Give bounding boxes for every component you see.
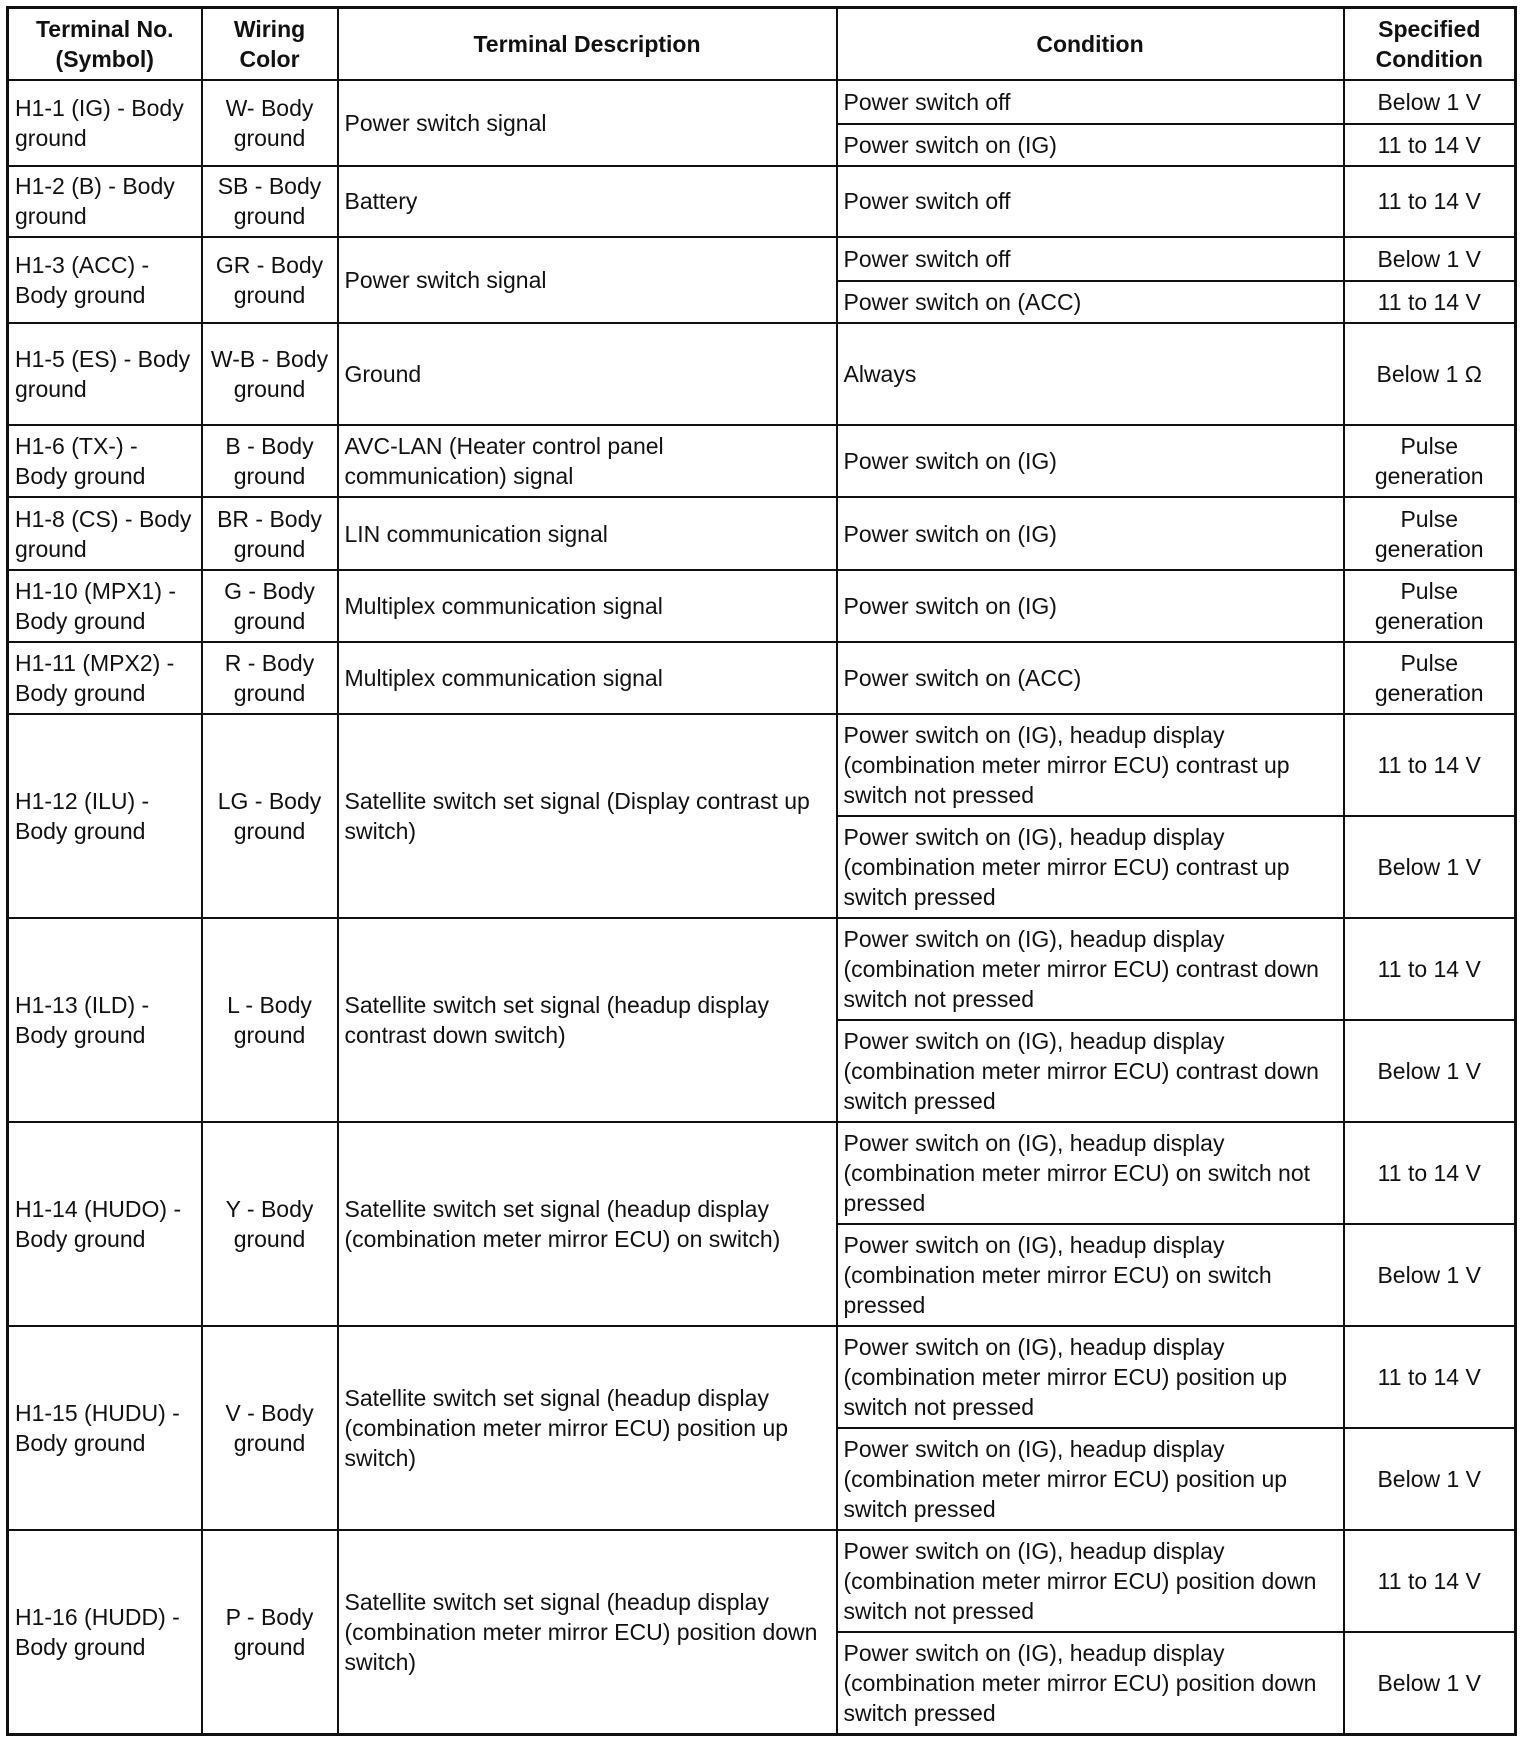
- header-condition: Condition: [837, 8, 1344, 80]
- specified-condition-cell: Below 1 V: [1344, 1632, 1516, 1735]
- table-row: [8, 425, 1516, 497]
- terminal-cell: H1-16 (HUDD) - Body ground: [8, 1530, 202, 1735]
- table-body: [8, 80, 1516, 1735]
- specified-condition-cell: Pulse generation: [1344, 497, 1516, 569]
- table-row: [8, 714, 1516, 816]
- description-cell: Multiplex communication signal: [338, 642, 837, 714]
- specified-condition-cell: Below 1 V: [1344, 80, 1516, 124]
- wiring-color-cell: LG - Body ground: [202, 714, 338, 918]
- wiring-color-cell: Y - Body ground: [202, 1122, 338, 1326]
- wiring-color-cell: V - Body ground: [202, 1326, 338, 1530]
- description-cell: Satellite switch set signal (headup display (combination meter mirror ECU) on switch): [338, 1122, 837, 1326]
- condition-cell: Power switch on (IG), headup display (combination meter mirror ECU) position down switch not pressed: [837, 1530, 1344, 1632]
- specified-condition-cell: Below 1 V: [1344, 1020, 1516, 1122]
- header-specified-condition: Specified Condition: [1344, 8, 1516, 80]
- table-row: [8, 166, 1516, 237]
- table-row: [8, 1530, 1516, 1632]
- condition-cell: Power switch on (IG): [837, 124, 1344, 166]
- description-cell: Battery: [338, 166, 837, 237]
- wiring-color-cell: P - Body ground: [202, 1530, 338, 1735]
- specified-condition-cell: Below 1 V: [1344, 816, 1516, 918]
- terminal-cell: H1-15 (HUDU) - Body ground: [8, 1326, 202, 1530]
- table-row: [8, 237, 1516, 281]
- terminal-cell: H1-2 (B) - Body ground: [8, 166, 202, 237]
- condition-cell: Power switch on (IG), headup display (combination meter mirror ECU) position up switch pressed: [837, 1428, 1344, 1530]
- specified-condition-cell: Below 1 V: [1344, 1428, 1516, 1530]
- specified-condition-cell: 11 to 14 V: [1344, 714, 1516, 816]
- table-row: [8, 570, 1516, 642]
- wiring-color-cell: L - Body ground: [202, 918, 338, 1122]
- terminal-cell: H1-6 (TX-) - Body ground: [8, 425, 202, 497]
- description-cell: AVC-LAN (Heater control panel communication) signal: [338, 425, 837, 497]
- header-wiring-color: Wiring Color: [202, 8, 338, 80]
- specified-condition-cell: Below 1 V: [1344, 237, 1516, 281]
- condition-cell: Power switch on (IG), headup display (combination meter mirror ECU) on switch not pressed: [837, 1122, 1344, 1224]
- terminal-cell: H1-8 (CS) - Body ground: [8, 497, 202, 569]
- specified-condition-cell: 11 to 14 V: [1344, 281, 1516, 323]
- condition-cell: Power switch on (IG), headup display (combination meter mirror ECU) contrast up switch not pressed: [837, 714, 1344, 816]
- terminal-cell: H1-14 (HUDO) - Body ground: [8, 1122, 202, 1326]
- table-row: [8, 80, 1516, 124]
- wiring-color-cell: B - Body ground: [202, 425, 338, 497]
- specified-condition-cell: Pulse generation: [1344, 425, 1516, 497]
- condition-cell: Power switch on (IG), headup display (combination meter mirror ECU) contrast down switch pressed: [837, 1020, 1344, 1122]
- description-cell: LIN communication signal: [338, 497, 837, 569]
- specified-condition-cell: 11 to 14 V: [1344, 1326, 1516, 1428]
- specified-condition-cell: Pulse generation: [1344, 570, 1516, 642]
- specified-condition-cell: Pulse generation: [1344, 642, 1516, 714]
- condition-cell: Power switch on (IG), headup display (combination meter mirror ECU) position down switch pressed: [837, 1632, 1344, 1735]
- condition-cell: Power switch on (IG): [837, 570, 1344, 642]
- specified-condition-cell: 11 to 14 V: [1344, 918, 1516, 1020]
- condition-cell: Power switch on (IG): [837, 425, 1344, 497]
- table-row: [8, 497, 1516, 569]
- table-row: [8, 918, 1516, 1020]
- description-cell: Multiplex communication signal: [338, 570, 837, 642]
- wiring-color-cell: W- Body ground: [202, 80, 338, 166]
- wiring-color-cell: W-B - Body ground: [202, 323, 338, 425]
- description-cell: Power switch signal: [338, 237, 837, 323]
- table-row: [8, 323, 1516, 425]
- wiring-color-cell: SB - Body ground: [202, 166, 338, 237]
- specified-condition-cell: 11 to 14 V: [1344, 1530, 1516, 1632]
- condition-cell: Power switch off: [837, 166, 1344, 237]
- table-row: [8, 642, 1516, 714]
- condition-cell: Power switch on (ACC): [837, 642, 1344, 714]
- terminal-cell: H1-3 (ACC) - Body ground: [8, 237, 202, 323]
- specified-condition-cell: 11 to 14 V: [1344, 166, 1516, 237]
- table-row: [8, 1122, 1516, 1224]
- table-row: [8, 1326, 1516, 1428]
- description-cell: Satellite switch set signal (Display contrast up switch): [338, 714, 837, 918]
- header-terminal: Terminal No. (Symbol): [8, 8, 202, 80]
- terminal-cell: H1-13 (ILD) - Body ground: [8, 918, 202, 1122]
- header-terminal-description: Terminal Description: [338, 8, 837, 80]
- condition-cell: Power switch on (ACC): [837, 281, 1344, 323]
- terminal-spec-table: [6, 6, 1517, 1736]
- condition-cell: Power switch off: [837, 80, 1344, 124]
- description-cell: Satellite switch set signal (headup display (combination meter mirror ECU) position up switch): [338, 1326, 837, 1530]
- terminal-cell: H1-5 (ES) - Body ground: [8, 323, 202, 425]
- description-cell: Satellite switch set signal (headup display (combination meter mirror ECU) position down switch): [338, 1530, 837, 1735]
- wiring-color-cell: GR - Body ground: [202, 237, 338, 323]
- wiring-color-cell: R - Body ground: [202, 642, 338, 714]
- terminal-cell: H1-10 (MPX1) - Body ground: [8, 570, 202, 642]
- condition-cell: Power switch on (IG), headup display (combination meter mirror ECU) position up switch not pressed: [837, 1326, 1344, 1428]
- condition-cell: Power switch on (IG), headup display (combination meter mirror ECU) contrast up switch pressed: [837, 816, 1344, 918]
- terminal-cell: H1-12 (ILU) - Body ground: [8, 714, 202, 918]
- condition-cell: Always: [837, 323, 1344, 425]
- wiring-color-cell: BR - Body ground: [202, 497, 338, 569]
- terminal-cell: H1-11 (MPX2) - Body ground: [8, 642, 202, 714]
- condition-cell: Power switch on (IG), headup display (combination meter mirror ECU) contrast down switch not pressed: [837, 918, 1344, 1020]
- specified-condition-cell: 11 to 14 V: [1344, 124, 1516, 166]
- terminal-cell: H1-1 (IG) - Body ground: [8, 80, 202, 166]
- condition-cell: Power switch off: [837, 237, 1344, 281]
- description-cell: Ground: [338, 323, 837, 425]
- terminal-spec-sheet: [6, 6, 1514, 1736]
- condition-cell: Power switch on (IG): [837, 497, 1344, 569]
- description-cell: Power switch signal: [338, 80, 837, 166]
- description-cell: Satellite switch set signal (headup display contrast down switch): [338, 918, 837, 1122]
- specified-condition-cell: Below 1 V: [1344, 1224, 1516, 1326]
- header-row: [8, 8, 1516, 80]
- specified-condition-cell: Below 1 Ω: [1344, 323, 1516, 425]
- wiring-color-cell: G - Body ground: [202, 570, 338, 642]
- condition-cell: Power switch on (IG), headup display (combination meter mirror ECU) on switch pressed: [837, 1224, 1344, 1326]
- specified-condition-cell: 11 to 14 V: [1344, 1122, 1516, 1224]
